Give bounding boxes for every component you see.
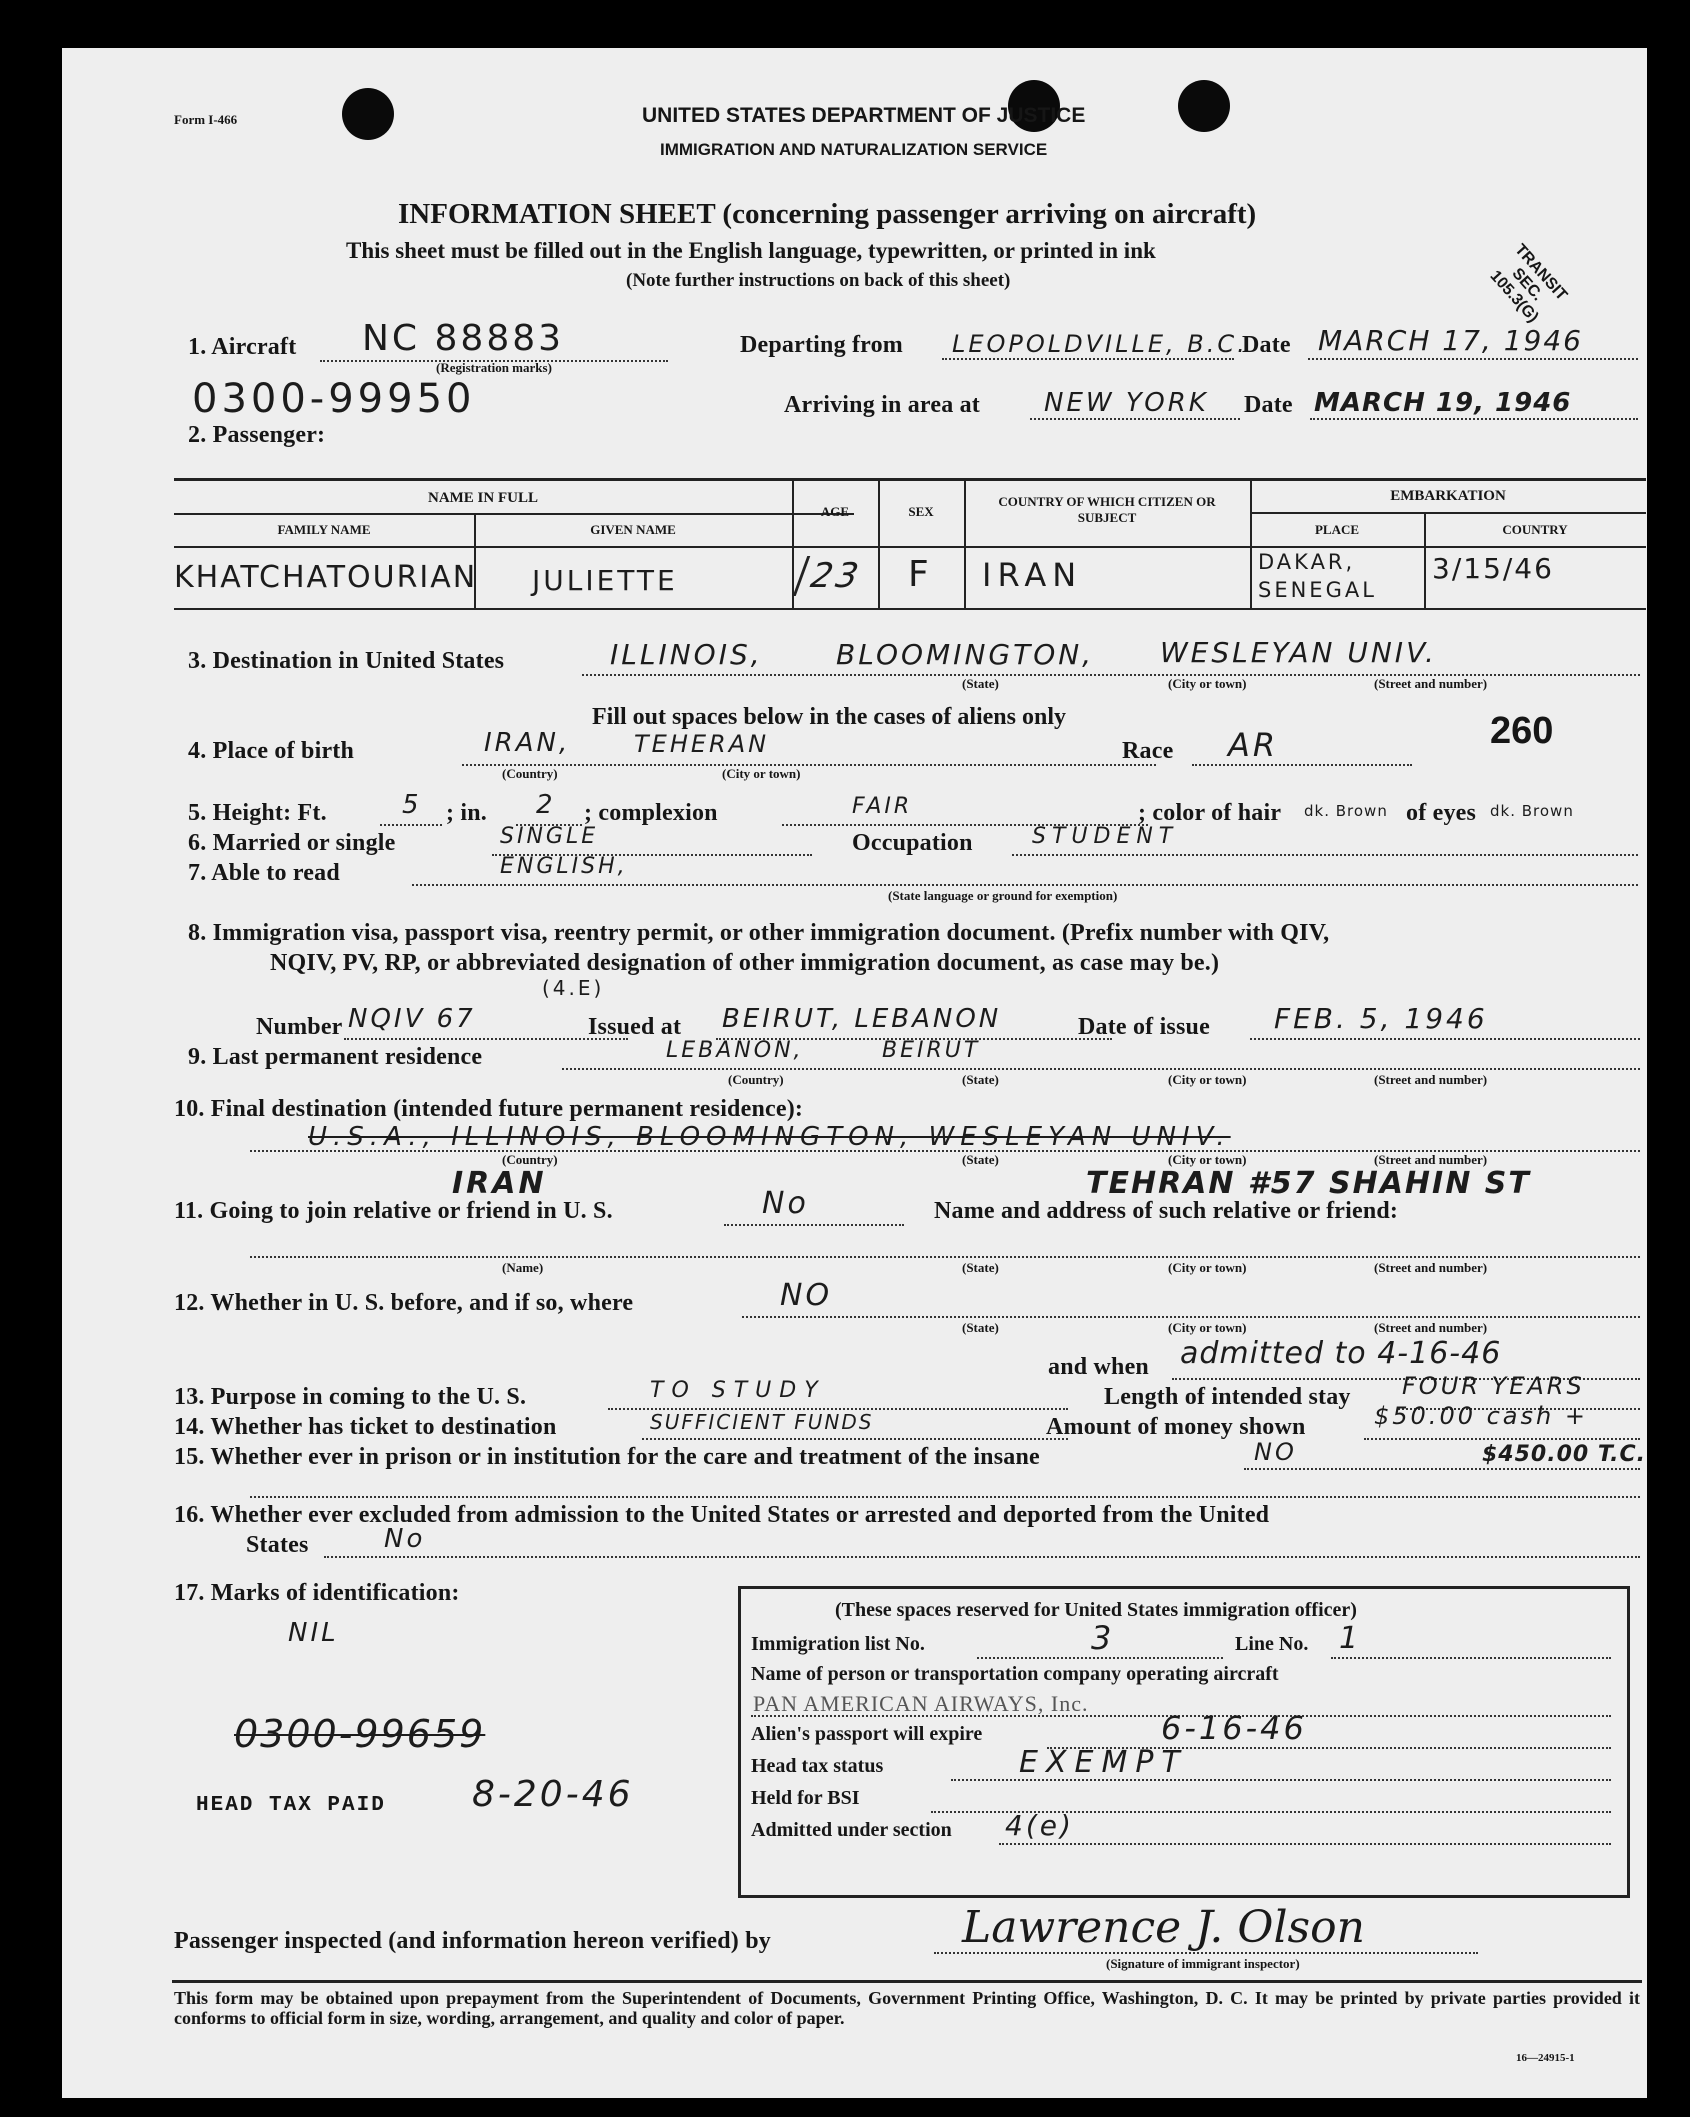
footer-text: This form may be obtained upon prepayment from the Superintendent of Documents, Government Printing Office, Washington, D. C. It may be printed by private parties provided it conforms to official form in size, wording, arrangement, and quality and color of paper. [174,1988,1640,2028]
complexion-value: FAIR [852,794,913,819]
destination-label: 3. Destination in United States [188,648,505,674]
departing-label: Departing from [740,332,903,358]
embark-place: DAKAR, SENEGAL [1258,550,1377,602]
aircraft-label: 1. Aircraft [188,334,297,360]
col-country-citizen: COUNTRY OF WHICH CITIZEN OR SUBJECT [998,494,1216,525]
cap-before-street: (Street and number) [1374,1320,1488,1335]
signature-caption: (Signature of immigrant inspector) [1106,1956,1300,1971]
married-value: SINGLE [500,824,599,849]
section-label: Admitted under section [751,1819,952,1841]
cap-before-state: (State) [962,1320,999,1335]
occupation-label: Occupation [852,830,973,856]
cap-join-name: (Name) [502,1260,544,1275]
department: UNITED STATES DEPARTMENT OF JUSTICE [642,104,1086,127]
visa-number: NQIV 67 [348,1004,476,1034]
final-destination-label: 10. Final destination (intended future permanent residence): [174,1096,804,1122]
service: IMMIGRATION AND NATURALIZATION SERVICE [660,140,1048,159]
visa-number-note: (4.E) [542,976,605,1000]
read-value: ENGLISH, [500,854,628,879]
cap-final-country: (Country) [502,1152,558,1167]
read-caption: (State language or ground for exemption) [888,888,1118,903]
when-label: and when [1048,1354,1149,1380]
officer-heading: (These spaces reserved for United States immigration officer) [835,1599,1357,1621]
bsi-label: Held for BSI [751,1787,860,1809]
struck-number: 0300-99659 [234,1712,486,1756]
height-in: 2 [536,790,556,820]
issue-date: FEB. 5, 1946 [1274,1002,1488,1035]
birth-city: TEHERAN [634,730,770,758]
before-label: 12. Whether in U. S. before, and if so, where [174,1290,634,1316]
excluded-value: No [384,1524,426,1554]
height-label: 5. Height: Ft. [188,800,327,826]
issued-label: Issued at [588,1014,682,1040]
passport-label: Alien's passport will expire [751,1723,983,1745]
transit-stamp: TRANSIT SEC. 105.3(G) [1486,241,1571,326]
marks-value: NIL [288,1618,339,1648]
visa-label-line2: NQIV, PV, RP, or abbreviated designation of other immigration document, as case may be.) [270,950,1220,976]
cap-state: (State) [962,676,999,691]
given-name: JULIETTE [532,564,678,597]
height-ft: 5 [402,790,422,820]
occupation-value: STUDENT [1032,824,1179,849]
join-label: 11. Going to join relative or friend in U. S. [174,1198,613,1224]
arrival-date: MARCH 19, 1946 [1314,388,1572,418]
file-number: 0300-99950 [192,376,476,422]
excluded-label-line2: States [246,1532,309,1558]
head-tax-date: 8-20-46 [472,1774,634,1815]
embark-country: 3/15/46 [1432,552,1554,585]
cap-final-street: (Street and number) [1374,1152,1488,1167]
final-destination-new-address: TEHRAN #57 SHAHIN ST [1086,1166,1531,1201]
money-label: Amount of money shown [1046,1414,1306,1440]
prison-label: 15. Whether ever in prison or in institution for the care and treatment of the insane [174,1444,1040,1470]
marks-label: 17. Marks of identification: [174,1580,460,1606]
purpose-label: 13. Purpose in coming to the U. S. [174,1384,527,1410]
line-value: 1 [1339,1621,1362,1656]
cap-birth-country: (Country) [502,766,558,781]
footer-code: 16—24915-1 [1516,2052,1575,2064]
excluded-label-line1: 16. Whether ever excluded from admission to the United States or arrested and deported from the United [174,1502,1270,1528]
join-value: No [762,1186,809,1221]
number-260: 260 [1490,710,1554,752]
col-given-name: GIVEN NAME [590,522,676,537]
issued-value: BEIRUT, LEBANON [722,1004,1002,1034]
inspector-signature: Lawrence J. Olson [962,1902,1365,1953]
form-sheet [62,48,1647,2098]
destination-street: WESLEYAN UNIV. [1160,636,1437,669]
ticket-value: SUFFICIENT FUNDS [650,1410,874,1434]
read-label: 7. Able to read [188,860,340,886]
citizen-country: IRAN [982,556,1083,594]
when-value: admitted to 4-16-46 [1180,1336,1502,1371]
issue-date-label: Date of issue [1078,1014,1210,1040]
col-sex: SEX [908,504,934,519]
last-residence-country: LEBANON, [666,1038,804,1063]
money-value: $50.00 cash + [1374,1402,1588,1430]
eyes-label: of eyes [1406,800,1477,826]
company-value: PAN AMERICAN AIRWAYS, Inc. [753,1691,1089,1716]
line-label: Line No. [1235,1633,1309,1655]
cap-join-city: (City or town) [1168,1260,1247,1275]
cap-birth-city: (City or town) [722,766,801,781]
purpose-value: TO STUDY [650,1378,826,1403]
cap-join-street: (Street and number) [1374,1260,1488,1275]
date-label: Date [1242,332,1291,358]
instruction: This sheet must be filled out in the English language, typewritten, or printed in ink [346,238,1156,263]
note: (Note further instructions on back of this sheet) [626,270,1011,291]
col-embarkation: EMBARKATION [1390,488,1506,504]
cap-res-street: (Street and number) [1374,1072,1488,1087]
birth-country: IRAN, [484,728,571,758]
visa-number-label: Number [256,1014,343,1040]
length-value: FOUR YEARS [1402,1372,1585,1400]
aliens-heading: Fill out spaces below in the cases of aliens only [592,704,1067,730]
punch-hole [1178,80,1230,132]
married-label: 6. Married or single [188,830,396,856]
passport-value: 6-16-46 [1161,1709,1307,1747]
departure-date: MARCH 17, 1946 [1318,324,1583,357]
arriving-label: Arriving in area at [784,392,980,418]
col-place: PLACE [1314,522,1360,537]
cap-city: (City or town) [1168,676,1247,691]
tax-value: EXEMPT [1019,1745,1188,1780]
race-label: Race [1122,738,1174,764]
company-label: Name of person or transportation company operating aircraft [751,1663,1279,1685]
head-tax-stamp: HEAD TAX PAID [196,1794,386,1817]
final-destination-new-country: IRAN [452,1166,547,1201]
list-label: Immigration list No. [751,1633,925,1655]
cap-street: (Street and number) [1374,676,1488,691]
eyes-value: dk. Brown [1490,802,1574,820]
punch-hole [342,88,394,140]
col-embark-country: COUNTRY [1502,522,1568,537]
inspected-label: Passenger inspected (and information hereon verified) by [174,1928,771,1954]
cap-final-city: (City or town) [1168,1152,1247,1167]
section-value: 4(e) [1005,1809,1074,1842]
race-value: AR [1228,726,1279,764]
money-value-2: $450.00 T.C. [1482,1442,1646,1467]
passenger-label: 2. Passenger: [188,422,326,448]
col-age: AGE [820,504,850,519]
last-residence-state: BEIRUT [882,1038,981,1063]
ticket-label: 14. Whether has ticket to destination [174,1414,557,1440]
hair-value: dk. Brown [1304,802,1388,820]
registration-caption: (Registration marks) [436,360,552,375]
destination-city: BLOOMINGTON, [836,638,1095,671]
prison-value: NO [1254,1438,1297,1466]
before-value: NO [780,1278,833,1313]
hair-label: ; color of hair [1138,800,1282,826]
aircraft-value: NC 88883 [362,318,565,359]
visa-label-line1: 8. Immigration visa, passport visa, reentry permit, or other immigration document. (Prefix number with QIV, [188,920,1330,946]
length-label: Length of intended stay [1104,1384,1351,1410]
height-in-label: ; in. [446,800,488,826]
cap-res-state: (State) [962,1072,999,1087]
complexion-label: ; complexion [584,800,718,826]
age: 23 [793,556,868,596]
col-family-name: FAMILY NAME [277,522,371,537]
cap-join-state: (State) [962,1260,999,1275]
last-residence-label: 9. Last permanent residence [188,1044,483,1070]
birth-label: 4. Place of birth [188,738,355,764]
join-name-label: Name and address of such relative or friend: [934,1198,1399,1224]
arrive-date-label: Date [1244,392,1293,418]
tax-label: Head tax status [751,1755,884,1777]
sex: F [908,554,932,595]
officer-box [738,1586,1630,1898]
destination-state: ILLINOIS, [610,638,763,671]
family-name: KHATCHATOURIAN [174,560,478,595]
cap-final-state: (State) [962,1152,999,1167]
col-name-in-full: NAME IN FULL [427,490,538,506]
departing-value: LEOPOLDVILLE, B.C. [952,330,1248,358]
cap-res-city: (City or town) [1168,1072,1247,1087]
final-destination-struck: U.S.A., ILLINOIS, BLOOMINGTON, WESLEYAN UNIV. [308,1122,1231,1152]
arriving-value: NEW YORK [1044,388,1209,418]
cap-before-city: (City or town) [1168,1320,1247,1335]
page-title: INFORMATION SHEET (concerning passenger arriving on aircraft) [398,198,1257,230]
cap-res-country: (Country) [728,1072,784,1087]
form-number: Form I-466 [174,112,238,127]
list-value: 3 [1091,1619,1115,1657]
